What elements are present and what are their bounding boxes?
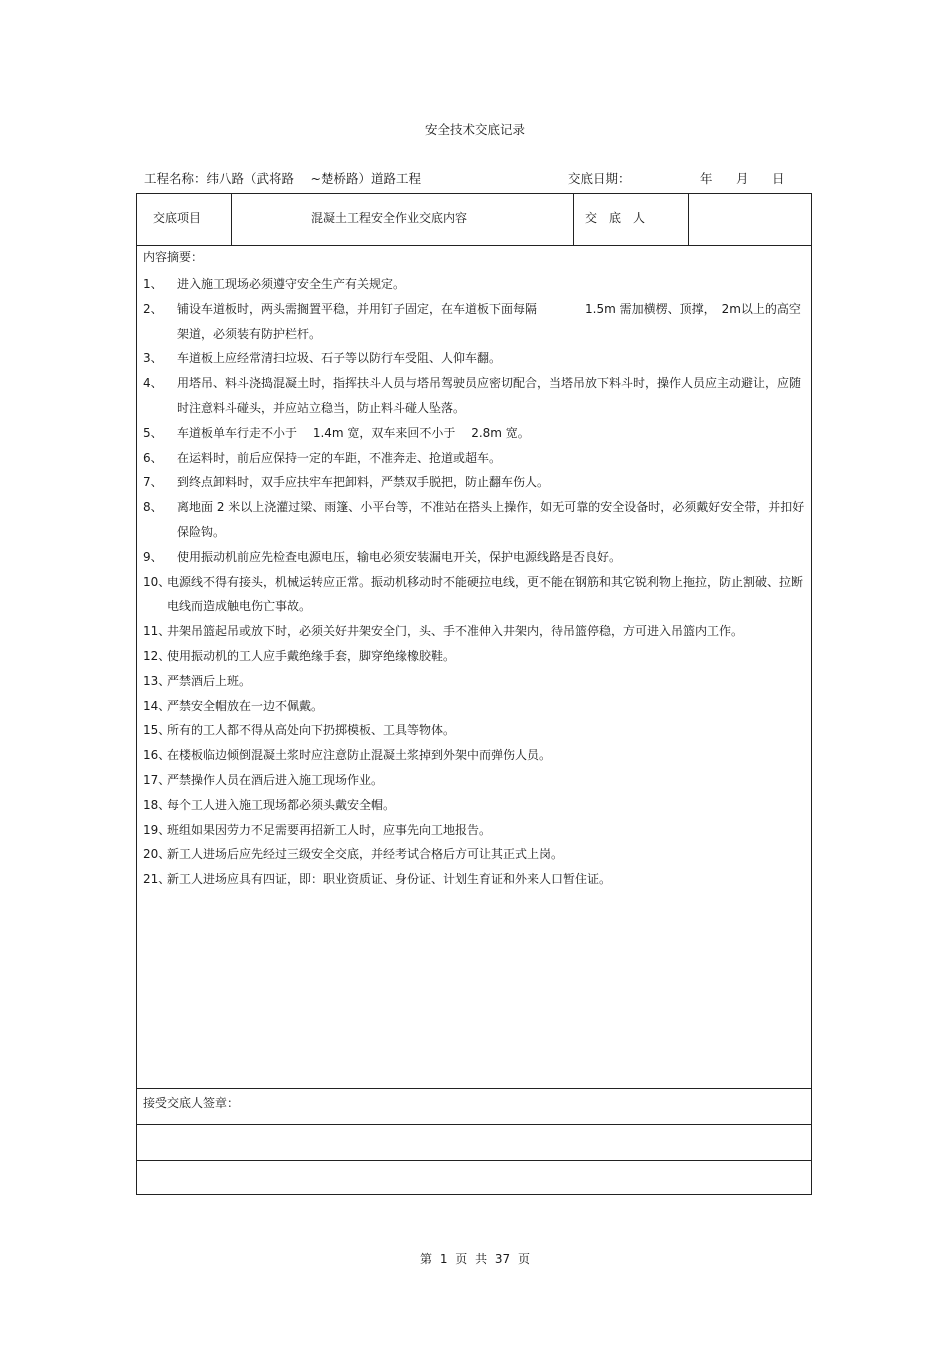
list-item bbox=[143, 495, 807, 545]
list-item bbox=[143, 470, 807, 495]
item-number: 6、 bbox=[143, 450, 163, 465]
list-item bbox=[143, 446, 807, 471]
page-footer: 第 1 页 共 37 页 bbox=[420, 1252, 530, 1266]
list-item bbox=[143, 297, 807, 347]
item-label: 交底项目 bbox=[153, 211, 202, 225]
item-text: 新工人进场后应先经过三级安全交底，并经考试合格后方可让其正式上岗。 bbox=[167, 847, 564, 862]
list-item bbox=[143, 371, 807, 421]
day-label: 日 bbox=[772, 171, 785, 186]
item-text: 进入施工现场必须遵守安全生产有关规定。 bbox=[177, 277, 406, 291]
item-number: 9、 bbox=[143, 549, 163, 564]
item-number: 11、 bbox=[143, 624, 171, 639]
item-number: 17、 bbox=[143, 772, 171, 787]
row-divider bbox=[137, 1088, 811, 1089]
list-item bbox=[143, 272, 807, 297]
list-item bbox=[143, 570, 807, 620]
header-divider bbox=[688, 194, 689, 245]
item-number: 2、 bbox=[143, 301, 163, 316]
list-item bbox=[143, 793, 807, 818]
content-list bbox=[143, 272, 807, 892]
item-text: 到终点卸料时，双手应扶牢车把卸料，严禁双手脱把，防止翻车伤人。 bbox=[177, 475, 550, 490]
person-label: 交 底 人 bbox=[585, 211, 646, 225]
item-text: 井架吊篮起吊或放下时，必须关好井架安全门，头、手不准伸入井架内，待吊篮停稳，方可进入吊篮内工作。 bbox=[167, 624, 744, 639]
item-number: 13、 bbox=[143, 673, 171, 688]
signature-label: 接受交底人签章： bbox=[143, 1096, 240, 1110]
item-number: 10、 bbox=[143, 574, 171, 589]
list-item bbox=[143, 346, 807, 371]
item-number: 8、 bbox=[143, 500, 163, 515]
document-title: 安全技术交底记录 bbox=[424, 122, 525, 137]
item-text: 离地面 2 米以上浇灌过梁、雨篷、小平台等，不准站在搭头上操作，如无可靠的安全设备时，必须戴好安全带，并扣好保险钩。 bbox=[177, 500, 805, 539]
item-text: 铺设车道板时，两头需搁置平稳，并用钉子固定，在车道板下面每隔 1.5m 需加横楞、顶撑， 2m以上的高空架道，必须装有防护栏杆。 bbox=[177, 301, 801, 341]
item-number: 20、 bbox=[143, 847, 171, 862]
item-number: 21、 bbox=[143, 872, 171, 887]
list-item bbox=[143, 768, 807, 793]
list-item bbox=[143, 743, 807, 768]
item-number: 12、 bbox=[143, 648, 171, 663]
item-text: 严禁操作人员在酒后进入施工现场作业。 bbox=[167, 772, 384, 787]
item-value: 混凝土工程安全作业交底内容 bbox=[311, 211, 468, 225]
month-label: 月 bbox=[736, 171, 749, 186]
year-label: 年 bbox=[700, 171, 713, 186]
item-text: 在运料时，前后应保持一定的车距，不准奔走、抢道或超车。 bbox=[177, 450, 502, 465]
item-text: 每个工人进入施工现场都必须头戴安全帽。 bbox=[167, 797, 396, 812]
list-item bbox=[143, 842, 807, 867]
list-item bbox=[143, 718, 807, 743]
row-divider bbox=[137, 245, 811, 246]
item-number: 5、 bbox=[143, 425, 163, 440]
list-item bbox=[143, 669, 807, 694]
header-divider bbox=[231, 194, 232, 245]
row-divider bbox=[137, 1160, 811, 1161]
disclosure-table bbox=[136, 193, 812, 1195]
date-fields bbox=[700, 169, 808, 187]
item-text: 所有的工人都不得从高处向下扔掷模板、工具等物体。 bbox=[167, 723, 456, 738]
item-text: 班组如果因劳力不足需要再招新工人时，应事先向工地报告。 bbox=[167, 822, 492, 837]
item-number: 16、 bbox=[143, 748, 171, 763]
list-item bbox=[143, 619, 807, 644]
item-number: 7、 bbox=[143, 475, 163, 490]
item-text: 电源线不得有接头，机械运转应正常。振动机移动时不能硬拉电线，更不能在钢筋和其它锐利物上拖拉，防止割破、拉断电线而造成触电伤亡事故。 bbox=[167, 574, 804, 614]
project-name: 工程名称：纬八路（武将路 ~楚桥路）道路工程 bbox=[144, 171, 421, 186]
item-number: 1、 bbox=[143, 277, 163, 291]
row-divider bbox=[137, 1124, 811, 1125]
list-item bbox=[143, 644, 807, 669]
item-number: 18、 bbox=[143, 797, 171, 812]
list-item bbox=[143, 694, 807, 719]
item-text: 严禁酒后上班。 bbox=[167, 673, 252, 688]
list-item bbox=[143, 545, 807, 570]
item-text: 用塔吊、料斗浇捣混凝土时，指挥扶斗人员与塔吊驾驶员应密切配合，当塔吊放下料斗时，操作人员应主动避让，应随时注意料斗碰头，并应站立稳当，防止料斗碰人坠落。 bbox=[177, 376, 802, 415]
header-divider bbox=[573, 194, 574, 245]
person-value-field[interactable] bbox=[697, 209, 807, 229]
item-number: 14、 bbox=[143, 698, 171, 713]
item-text: 在楼板临边倾倒混凝土浆时应注意防止混凝土浆掉到外架中而弹伤人员。 bbox=[167, 748, 552, 763]
item-text: 使用振动机前应先检查电源电压，输电必须安装漏电开关，保护电源线路是否良好。 bbox=[177, 549, 622, 564]
meta-row bbox=[144, 169, 784, 187]
item-text: 新工人进场应具有四证，即：职业资质证、身份证、计划生育证和外来人口暂住证。 bbox=[167, 872, 612, 887]
item-text: 严禁安全帽放在一边不佩戴。 bbox=[167, 698, 324, 713]
item-text: 车道板单车行走不小于 1.4m 宽，双车来回不小于 2.8m 宽。 bbox=[177, 425, 530, 440]
list-item bbox=[143, 421, 807, 446]
item-text: 使用振动机的工人应手戴绝缘手套，脚穿绝缘橡胶鞋。 bbox=[167, 648, 456, 663]
list-item bbox=[143, 867, 807, 892]
list-item bbox=[143, 818, 807, 843]
item-number: 3、 bbox=[143, 351, 163, 366]
item-number: 19、 bbox=[143, 822, 171, 837]
item-number: 15、 bbox=[143, 723, 171, 738]
item-number: 4、 bbox=[143, 376, 163, 391]
date-label: 交底日期： bbox=[568, 171, 631, 186]
item-text: 车道板上应经常清扫垃圾、石子等以防行车受阻、人仰车翻。 bbox=[177, 351, 502, 366]
summary-label: 内容摘要： bbox=[143, 250, 204, 264]
